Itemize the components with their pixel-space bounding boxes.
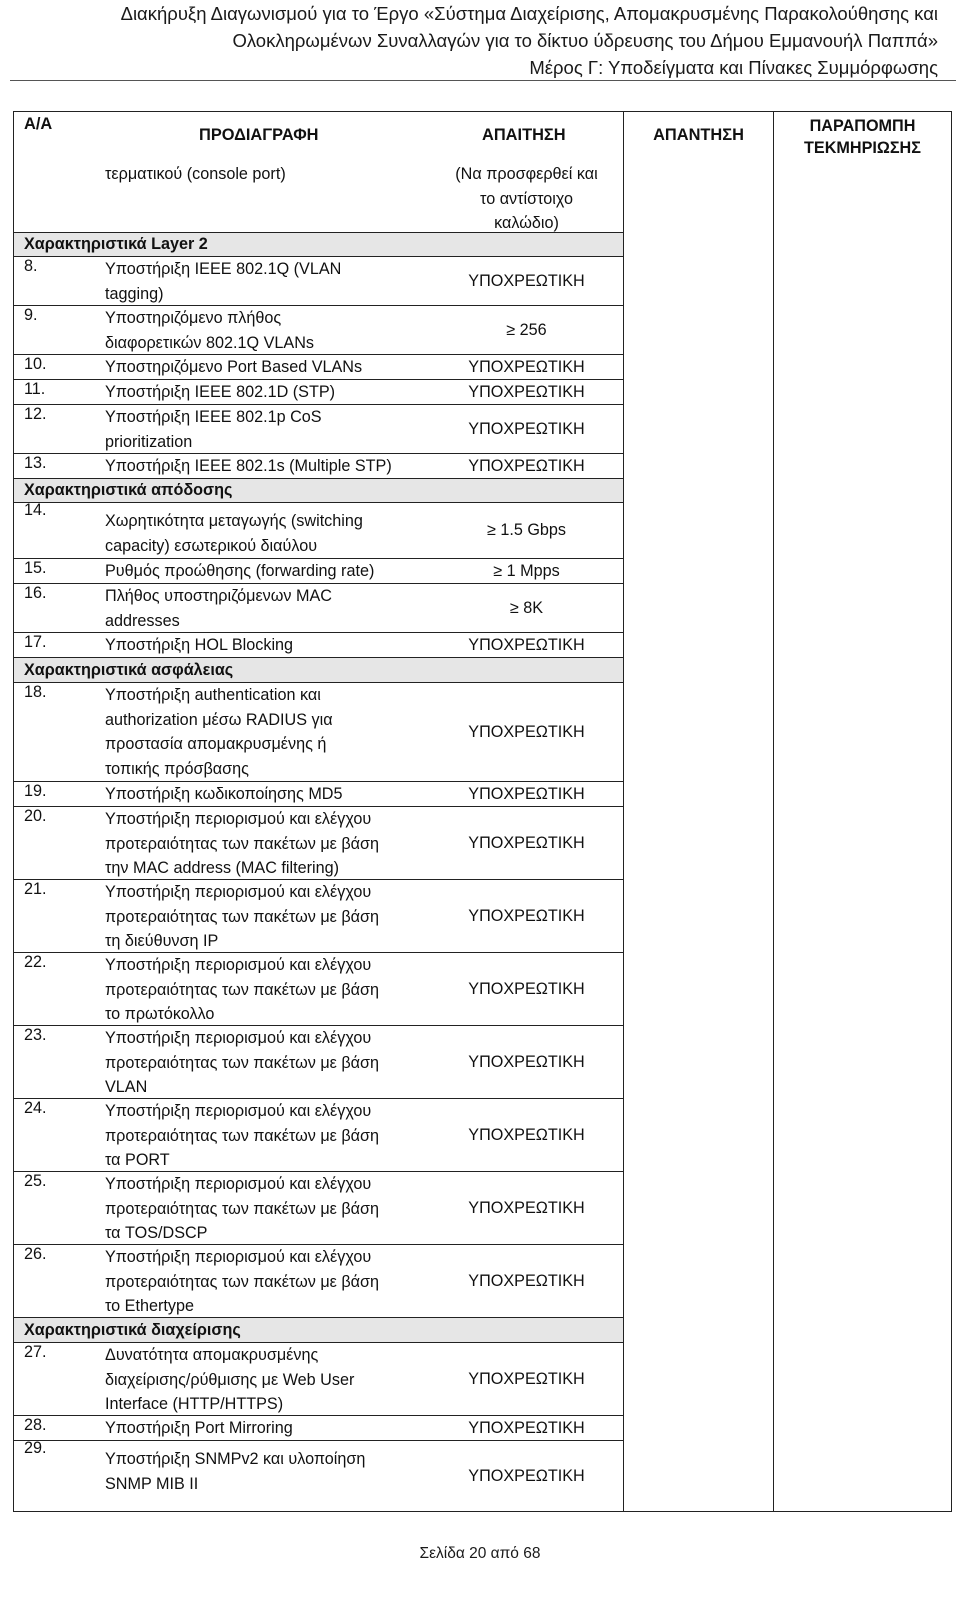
header-req: ΑΠΑΙΤΗΣΗ [482, 126, 566, 144]
spec-line: τα TOS/DSCP [105, 1224, 208, 1242]
row-spec [105, 1099, 435, 1173]
spec-line: Υποστήριξη κωδικοποίησης MD5 [105, 785, 343, 803]
row-number: 22. [24, 953, 47, 971]
spec-line: Interface (HTTP/HTTPS) [105, 1395, 284, 1413]
continuation-req-line-2: το αντίστοιχο [480, 189, 573, 208]
continuation-req-line-1: (Να προσφερθεί και [455, 165, 598, 183]
row-spec [105, 683, 435, 781]
row-number: 9. [24, 306, 38, 324]
table-header-row [14, 112, 952, 233]
spec-line: SNMP MIB II [105, 1474, 199, 1493]
row-spec [105, 1416, 435, 1441]
row-requirement: ΥΠΟΧΡΕΩΤΙΚΗ [468, 980, 585, 998]
row-number: 12. [24, 405, 47, 423]
spec-line: Υποστήριξη IEEE 802.1D (STP) [105, 383, 336, 401]
row-requirement: ≥ 256 [506, 321, 547, 339]
spec-line: προτεραιότητας των πακέτων με βάση [105, 1199, 380, 1218]
spec-line: Υποστήριξη περιορισμού και ελέγχου [105, 883, 372, 901]
spec-line: Υποστήριξη περιορισμού και ελέγχου [105, 1102, 372, 1120]
spec-line: προτεραιότητας των πακέτων με βάση [105, 980, 380, 999]
row-requirement: ΥΠΟΧΡΕΩΤΙΚΗ [468, 1272, 585, 1290]
spec-line: Υποστηριζόμενο Port Based VLANs [105, 358, 363, 376]
row-requirement: ≥ 1 Mpps [493, 562, 560, 580]
spec-line: Υποστήριξη SNMPv2 και υλοποίηση [105, 1450, 366, 1468]
row-requirement: ΥΠΟΧΡΕΩΤΙΚΗ [468, 383, 585, 401]
spec-line: Ρυθμός προώθησης (forwarding rate) [105, 562, 375, 580]
row-spec [105, 559, 435, 584]
section-heading-management: Χαρακτηριστικά διαχείρισης [14, 1318, 624, 1343]
row-spec [105, 782, 435, 807]
row-spec [105, 633, 435, 658]
row-spec [105, 1172, 435, 1246]
header-answer: ΑΠΑΝΤΗΣΗ [653, 126, 744, 144]
spec-line: Υποστήριξη IEEE 802.1s (Multiple STP) [105, 457, 392, 475]
page-number: Σελίδα 20 από 68 [419, 1545, 541, 1562]
row-number: 10. [24, 355, 47, 373]
header-part-line: Μέρος Γ: Υποδείγματα και Πίνακες Συμμόρφωσης [529, 57, 938, 78]
spec-line: tagging) [105, 284, 164, 303]
spec-line: το πρωτόκολλο [105, 1005, 215, 1023]
row-spec [105, 807, 435, 881]
spec-line: Υποστήριξη περιορισμού και ελέγχου [105, 1175, 372, 1193]
row-number: 17. [24, 633, 47, 651]
row-spec [105, 953, 435, 1027]
row-number: 23. [24, 1026, 47, 1044]
spec-line: τη διεύθυνση IP [105, 932, 219, 950]
spec-line: Υποστήριξη περιορισμού και ελέγχου [105, 1248, 372, 1266]
header-divider [10, 80, 956, 81]
row-spec [105, 1026, 435, 1100]
row-spec [105, 584, 435, 633]
header-title-line-1: Διακήρυξη Διαγωνισμού για το Έργο «Σύστημα Διαχείρισης, Απομακρυσμένης Παρακολούθησης και [120, 3, 938, 24]
spec-line: Υποστήριξη HOL Blocking [105, 636, 294, 654]
continuation-spec: τερματικού (console port) [105, 165, 286, 183]
row-requirement: ΥΠΟΧΡΕΩΤΙΚΗ [468, 1370, 585, 1388]
row-number: 29. [24, 1439, 47, 1457]
row-requirement: ΥΠΟΧΡΕΩΤΙΚΗ [468, 1419, 585, 1437]
header-ref-line-2: ΤΕΚΜΗΡΙΩΣΗΣ [804, 139, 921, 157]
spec-line: Υποστήριξη IEEE 802.1p CoS [105, 408, 322, 426]
spec-line: διαχείρισης/ρύθμισης με Web User [105, 1370, 355, 1389]
spec-line: capacity) εσωτερικού διαύλου [105, 536, 318, 555]
row-requirement: ΥΠΟΧΡΕΩΤΙΚΗ [468, 1126, 585, 1144]
answer-column [624, 112, 774, 1512]
row-requirement: ΥΠΟΧΡΕΩΤΙΚΗ [468, 636, 585, 654]
row-number: 20. [24, 807, 47, 825]
row-requirement: ΥΠΟΧΡΕΩΤΙΚΗ [468, 1053, 585, 1071]
spec-line: προτεραιότητας των πακέτων με βάση [105, 1272, 380, 1291]
spec-line: Υποστήριξη περιορισμού και ελέγχου [105, 810, 372, 828]
row-requirement: ΥΠΟΧΡΕΩΤΙΚΗ [468, 834, 585, 852]
spec-line: προστασία απομακρυσμένης ή [105, 735, 327, 753]
section-heading-security: Χαρακτηριστικά ασφάλειας [14, 658, 624, 683]
header-title-line-2: Ολοκληρωμένων Συναλλαγών για το δίκτυο ύδρευσης του Δήμου Εμμανουήλ Παππά» [232, 30, 938, 51]
row-requirement: ΥΠΟΧΡΕΩΤΙΚΗ [468, 1467, 585, 1485]
spec-line: διαφορετικών 802.1Q VLANs [105, 333, 314, 352]
header-ref-line-1: ΠΑΡΑΠΟΜΠΗ [809, 117, 916, 135]
reference-column [774, 112, 952, 1512]
row-requirement: ΥΠΟΧΡΕΩΤΙΚΗ [468, 272, 585, 290]
row-requirement: ΥΠΟΧΡΕΩΤΙΚΗ [468, 723, 585, 741]
spec-line: Δυνατότητα απομακρυσμένης [105, 1346, 319, 1364]
row-requirement: ΥΠΟΧΡΕΩΤΙΚΗ [468, 785, 585, 803]
row-number: 16. [24, 584, 47, 602]
row-requirement: ΥΠΟΧΡΕΩΤΙΚΗ [468, 420, 585, 438]
row-requirement: ΥΠΟΧΡΕΩΤΙΚΗ [468, 1199, 585, 1217]
spec-line: την MAC address (MAC filtering) [105, 859, 339, 877]
continuation-req-line-3: καλώδιο) [494, 214, 559, 232]
row-number: 27. [24, 1343, 47, 1361]
header-aa: Α/Α [24, 115, 53, 133]
row-spec [105, 257, 435, 306]
spec-line: VLAN [105, 1078, 148, 1096]
spec-line: Υποστήριξη περιορισμού και ελέγχου [105, 1029, 372, 1047]
row-number: 8. [24, 257, 38, 275]
row-number: 19. [24, 782, 47, 800]
spec-line: προτεραιότητας των πακέτων με βάση [105, 834, 380, 853]
spec-line: προτεραιότητας των πακέτων με βάση [105, 1053, 380, 1072]
spec-line: τοπικής πρόσβασης [105, 759, 249, 778]
section-heading-layer2: Χαρακτηριστικά Layer 2 [14, 233, 624, 257]
row-spec [105, 509, 435, 558]
row-spec [105, 355, 435, 380]
spec-line: Υποστήριξη περιορισμού και ελέγχου [105, 956, 372, 974]
spec-line: προτεραιότητας των πακέτων με βάση [105, 907, 380, 926]
spec-line: prioritization [105, 432, 193, 451]
section-heading-performance: Χαρακτηριστικά απόδοσης [14, 479, 624, 503]
row-spec [105, 405, 435, 454]
row-requirement: ΥΠΟΧΡΕΩΤΙΚΗ [468, 358, 585, 376]
row-spec [105, 1245, 435, 1319]
row-number: 28. [24, 1416, 47, 1434]
spec-line: το Ethertype [105, 1297, 194, 1315]
row-number: 15. [24, 559, 47, 577]
row-requirement: ≥ 1.5 Gbps [486, 521, 567, 539]
spec-line: τα PORT [105, 1151, 170, 1169]
row-number: 21. [24, 880, 47, 898]
spec-line: Υποστηριζόμενο πλήθος [105, 309, 282, 327]
spec-line: Υποστήριξη authentication και [105, 686, 321, 704]
spec-line: Υποστήριξη IEEE 802.1Q (VLAN [105, 260, 342, 278]
row-spec [105, 1447, 435, 1496]
row-number: 24. [24, 1099, 47, 1117]
continuation-req [434, 162, 619, 236]
row-requirement: ≥ 8K [509, 599, 544, 617]
spec-line: addresses [105, 611, 180, 630]
header-spec: ΠΡΟΔΙΑΓΡΑΦΗ [199, 126, 319, 144]
row-number: 13. [24, 454, 47, 472]
row-number: 18. [24, 683, 47, 701]
document-header [0, 0, 938, 81]
row-requirement: ΥΠΟΧΡΕΩΤΙΚΗ [468, 457, 585, 475]
row-spec [105, 454, 435, 479]
row-requirement: ΥΠΟΧΡΕΩΤΙΚΗ [468, 907, 585, 925]
row-spec [105, 306, 435, 355]
spec-line: Υποστήριξη Port Mirroring [105, 1419, 293, 1437]
compliance-table [13, 111, 952, 1512]
row-spec [105, 880, 435, 954]
spec-line: Πλήθος υποστηριζόμενων MAC [105, 587, 332, 605]
row-number: 14. [24, 501, 47, 519]
row-spec [105, 1343, 435, 1417]
row-number: 25. [24, 1172, 47, 1190]
spec-line: Χωρητικότητα μεταγωγής (switching [105, 512, 363, 530]
row-number: 26. [24, 1245, 47, 1263]
spec-line: προτεραιότητας των πακέτων με βάση [105, 1126, 380, 1145]
row-number: 11. [24, 380, 46, 398]
row-spec [105, 380, 435, 405]
spec-line: authorization μέσω RADIUS για [105, 710, 333, 729]
